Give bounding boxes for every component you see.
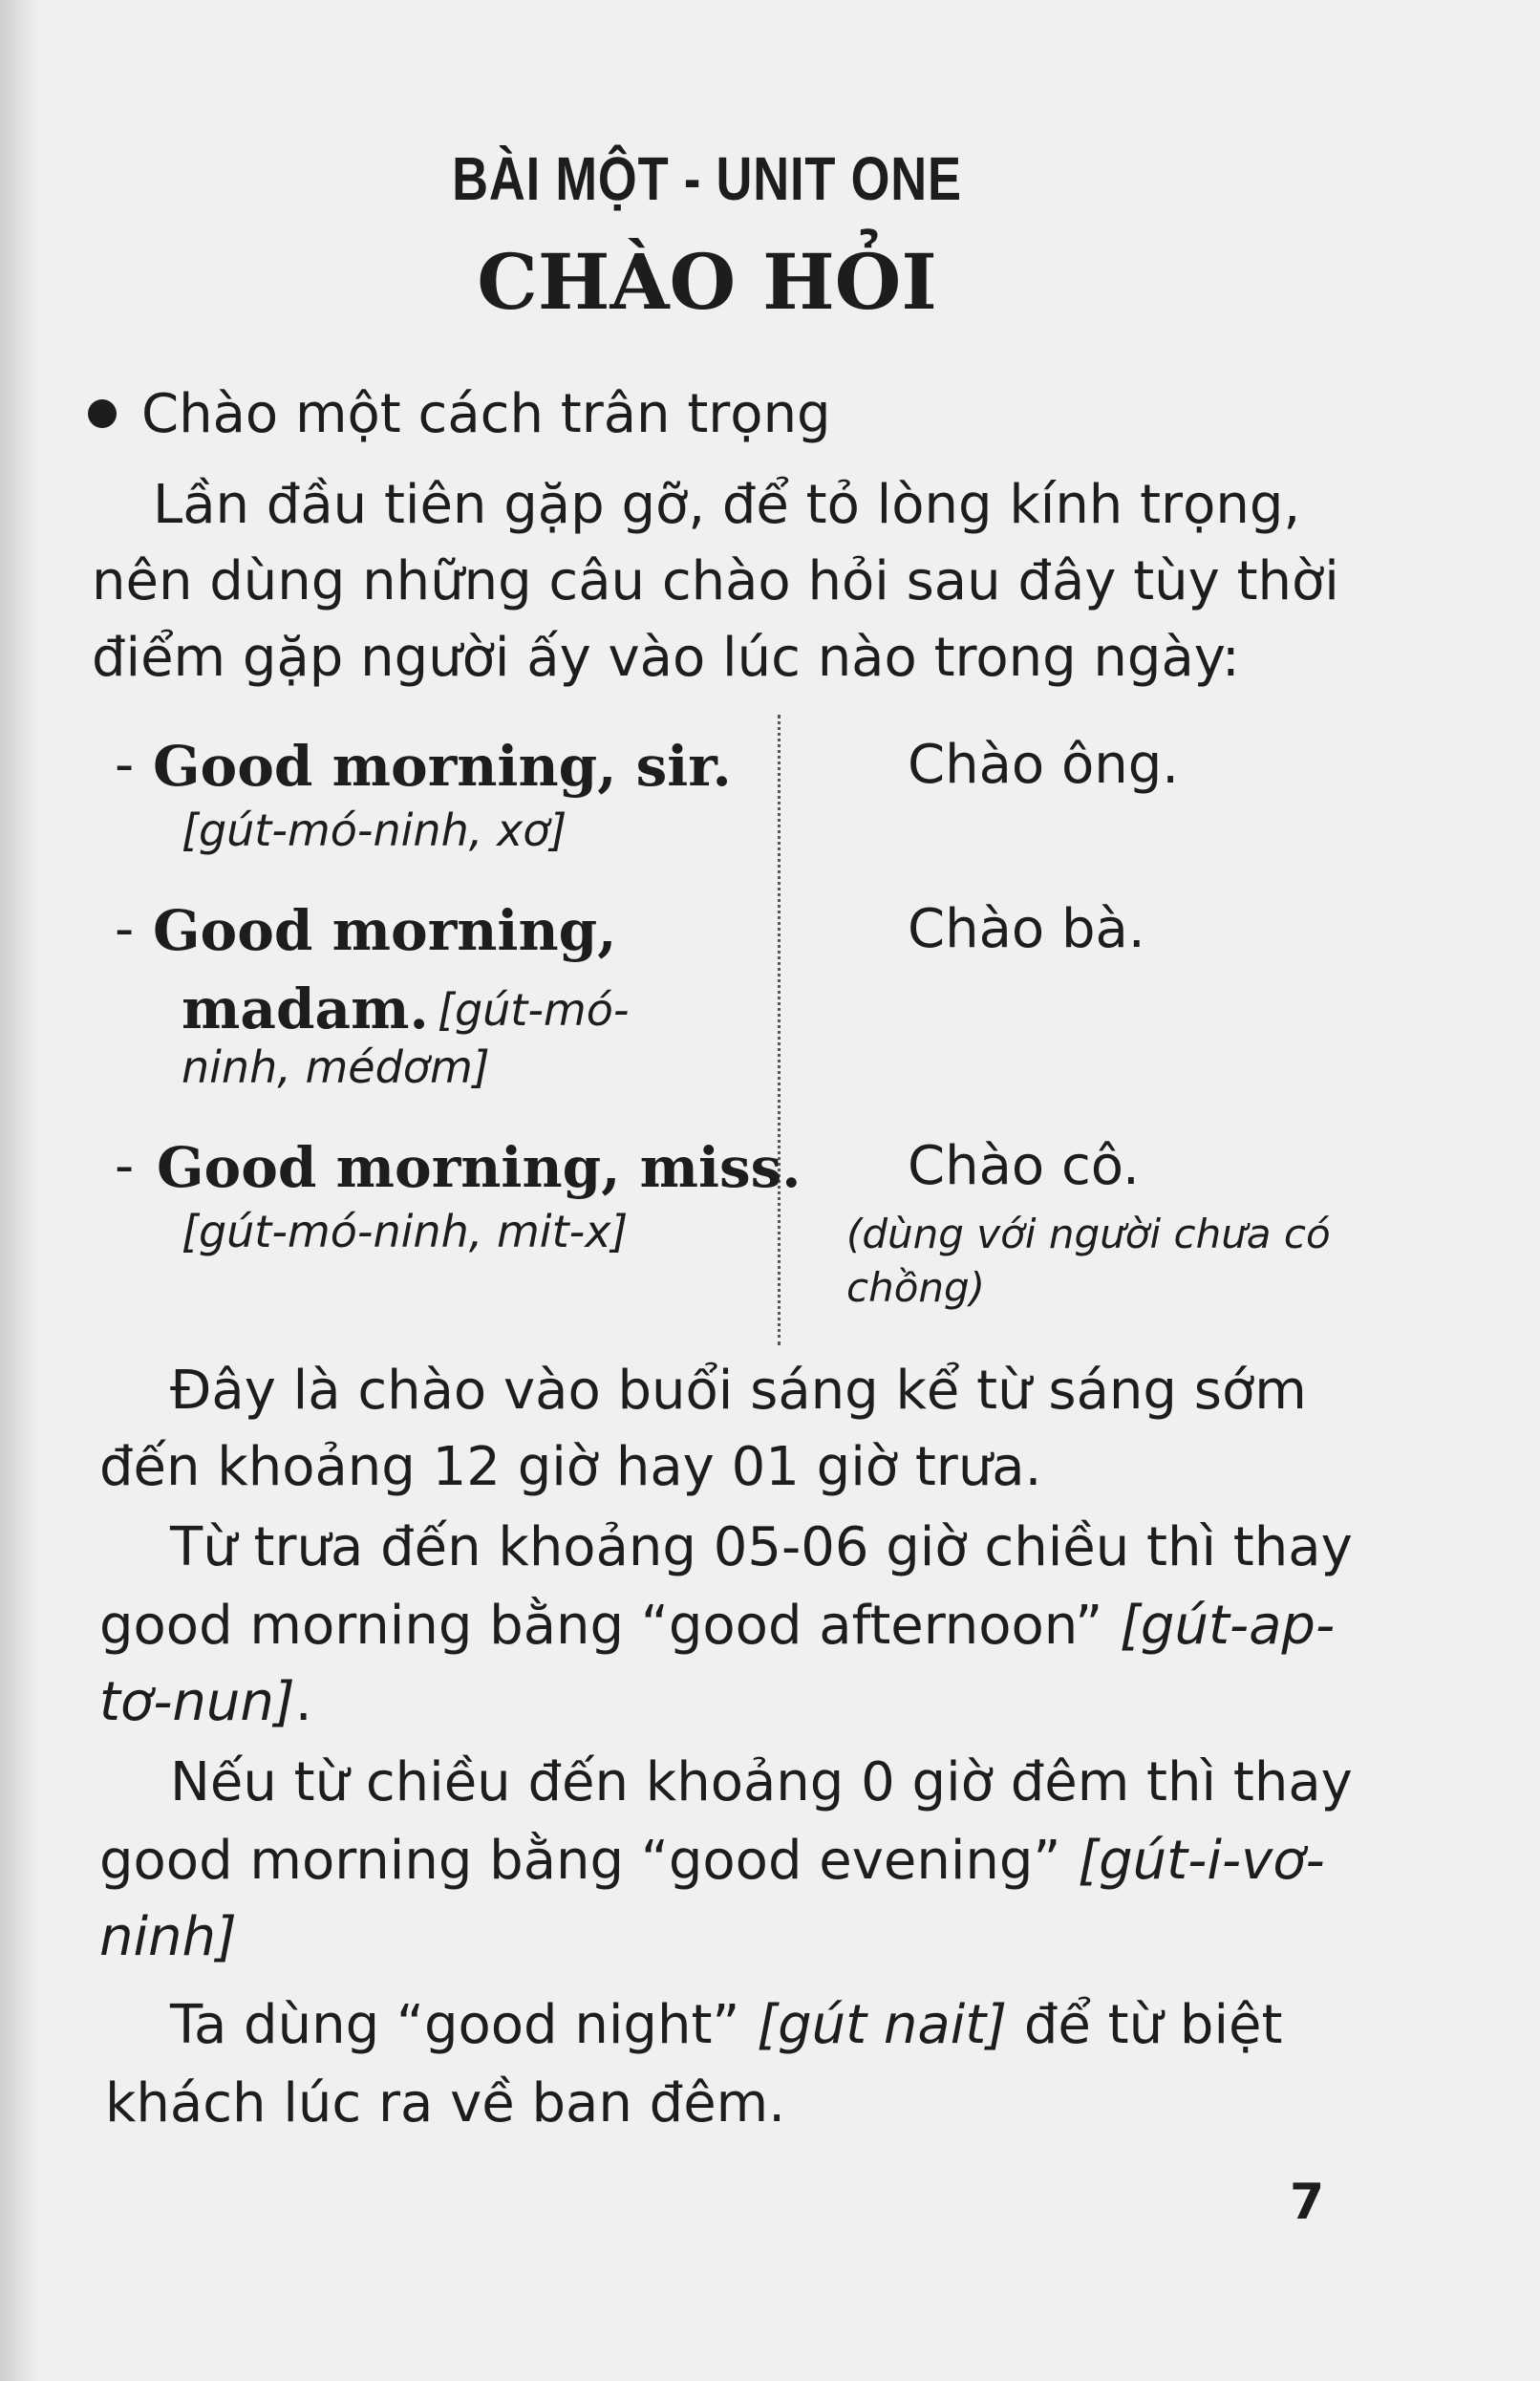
pronunciation-cont: ninh, médơm]: [182, 1041, 490, 1093]
paragraph-4-line-2: khách lúc ra về ban đêm.: [105, 2072, 786, 2134]
pronunciation: [gút-mó-ninh, mit-x]: [182, 1206, 629, 1257]
intro-line-2: nên dùng những câu chào hỏi sau đây tùy thời: [92, 550, 1339, 612]
usage-note: (dùng với người chưa có chồng): [846, 1211, 1331, 1311]
paragraph-2-line-3: tơ-nun].: [99, 1671, 312, 1733]
unit-title: BÀI MỘT - UNIT ONE: [452, 144, 962, 213]
dash-marker: -: [115, 898, 135, 960]
column-divider: [778, 715, 781, 1345]
dash-marker: -: [115, 734, 135, 796]
vietnamese-translation: Chào bà.: [908, 898, 1145, 960]
paragraph-1-line-2: đến khoảng 12 giờ hay 01 giờ trưa.: [99, 1436, 1042, 1498]
english-phrase: Good morning,: [153, 898, 617, 963]
bullet-icon: [88, 399, 117, 428]
page-edge-shadow: [0, 0, 38, 2381]
lesson-title: CHÀO HỎI: [477, 237, 937, 327]
page-number: 7: [1290, 2174, 1325, 2231]
pronunciation: [gút-mó-: [438, 984, 630, 1036]
english-phrase-cont: madam.: [182, 976, 429, 1041]
intro-line-1: Lần đầu tiên gặp gỡ, để tỏ lòng kính trọng,: [153, 474, 1301, 536]
paragraph-3-line-2: good morning bằng “good evening” [gút-i-vơ-: [99, 1830, 1325, 1892]
paragraph-3-line-1: Nếu từ chiều đến khoảng 0 giờ đêm thì thay: [170, 1751, 1353, 1813]
vietnamese-translation: Chào cô.: [908, 1135, 1140, 1197]
intro-line-3: điểm gặp người ấy vào lúc nào trong ngày:: [92, 627, 1240, 689]
dash-marker: -: [115, 1135, 135, 1197]
section-heading: Chào một cách trân trọng: [141, 383, 831, 445]
vietnamese-translation: Chào ông.: [908, 734, 1180, 796]
english-phrase: Good morning, miss.: [157, 1135, 802, 1200]
paragraph-2-line-1: Từ trưa đến khoảng 05-06 giờ chiều thì thay: [170, 1516, 1353, 1578]
pronunciation: [gút-mó-ninh, xơ]: [182, 804, 567, 856]
paragraph-3-line-3: ninh]: [99, 1906, 237, 1968]
paragraph-4-line-1: Ta dùng “good night” [gút nait] để từ biệt: [170, 1994, 1283, 2056]
paragraph-2-line-2: good morning bằng “good afternoon” [gút-ap-: [99, 1595, 1336, 1657]
english-phrase: Good morning, sir.: [153, 734, 732, 799]
paragraph-1-line-1: Đây là chào vào buổi sáng kể từ sáng sớm: [170, 1360, 1307, 1422]
